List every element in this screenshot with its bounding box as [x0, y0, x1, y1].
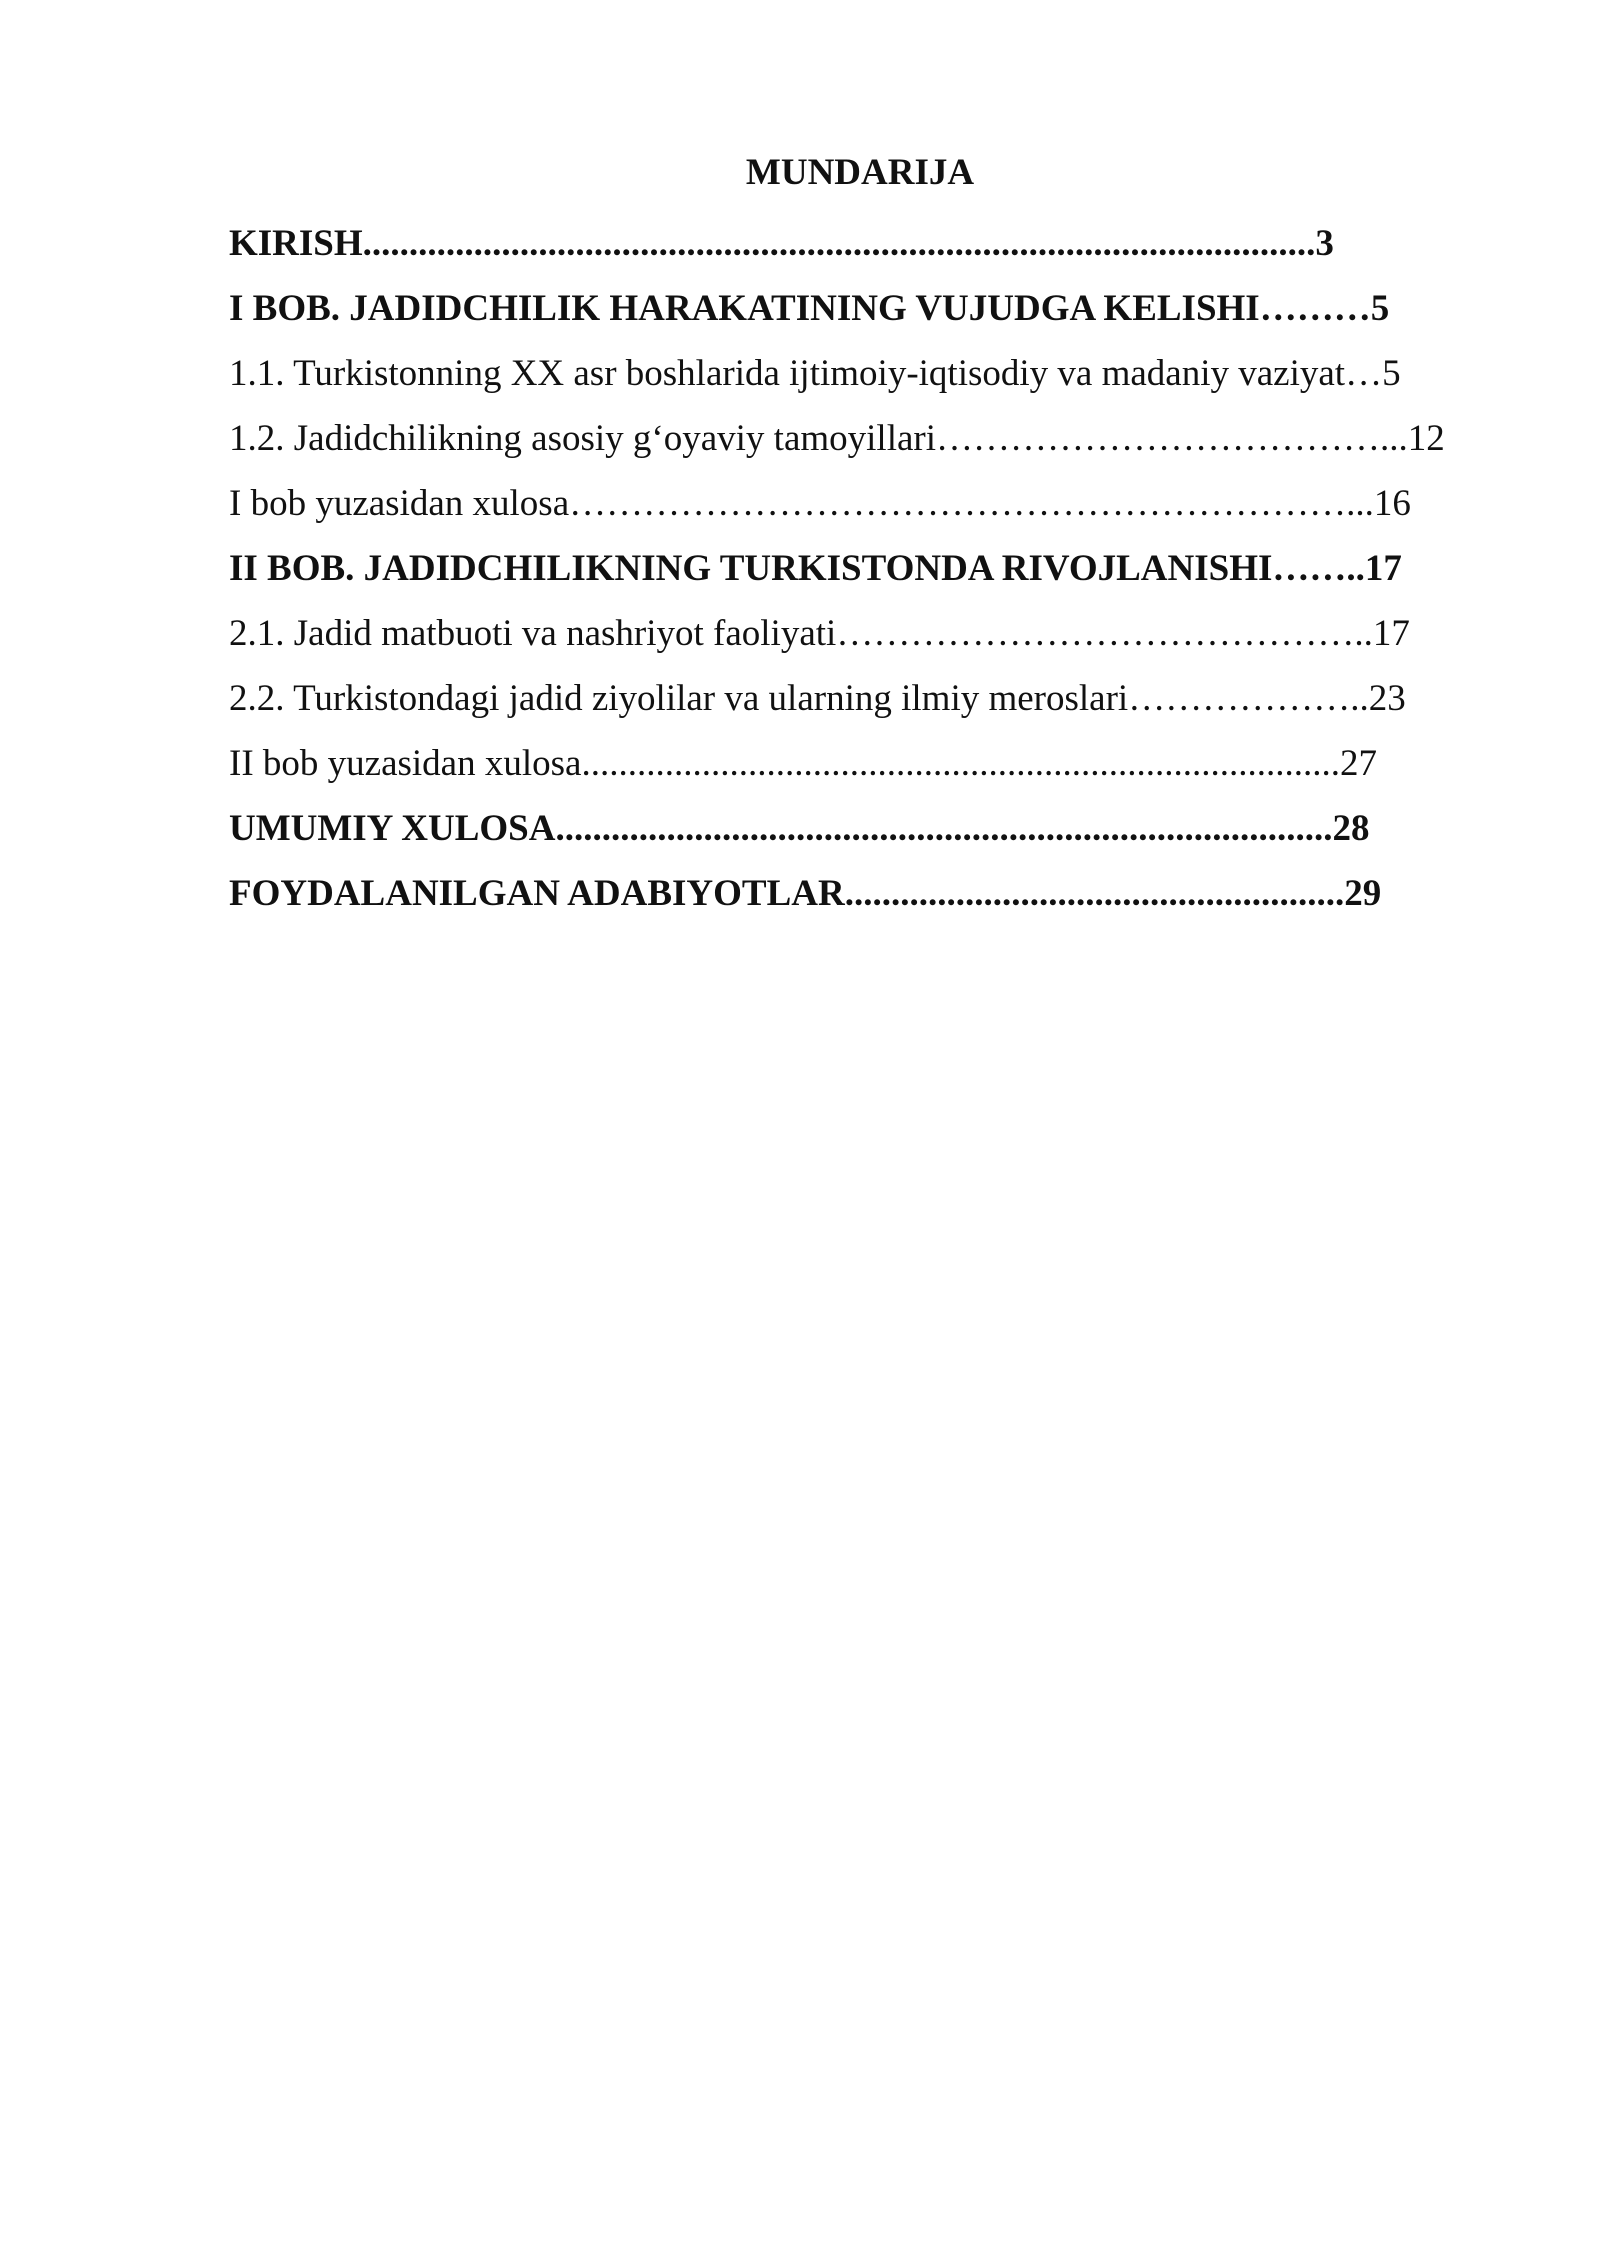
toc-entry-label: 2.1. Jadid matbuoti va nashriyot faoliyati [229, 613, 837, 654]
page-title: MUNDARIJA [745, 152, 975, 193]
toc-entry-kirish[interactable] [229, 220, 1334, 268]
toc-entry-section-1-1[interactable] [229, 350, 1401, 398]
toc-entry-leader: ………………………………... [936, 418, 1408, 459]
toc-entry-page: 17 [1364, 548, 1402, 589]
toc-entry-page: 23 [1368, 678, 1406, 719]
toc-entry-chapter-2-conclusion[interactable] [229, 740, 1377, 788]
toc-entry-label: II bob yuzasidan xulosa [229, 743, 582, 784]
toc-entry-chapter-1[interactable] [229, 285, 1389, 333]
toc-entry-label: UMUMIY XULOSA [229, 808, 556, 849]
toc-entry-leader: .................................................................................. [581, 743, 1340, 784]
toc-entry-leader: ……………….. [1128, 678, 1369, 719]
toc-entry-label: 1.2. Jadidchilikning asosiy g‘oyaviy tamoyillari [229, 418, 937, 459]
toc-entry-page: 27 [1339, 743, 1377, 784]
toc-entry-section-1-2[interactable] [229, 415, 1445, 463]
toc-entry-page: 12 [1407, 418, 1445, 459]
table-of-contents [0, 0, 1600, 1000]
toc-entry-section-2-2[interactable] [229, 675, 1406, 723]
toc-entry-chapter-1-conclusion[interactable] [229, 480, 1411, 528]
toc-entry-leader: …….. [1272, 548, 1365, 589]
toc-entry-page: 17 [1372, 613, 1410, 654]
toc-entry-section-2-1[interactable] [229, 610, 1410, 658]
toc-entry-leader: ...................................................... [844, 873, 1345, 914]
toc-entry-page: 5 [1370, 288, 1390, 329]
toc-entry-page: 16 [1373, 483, 1411, 524]
toc-entry-general-conclusion[interactable] [229, 805, 1369, 853]
toc-entry-label: 1.1. Turkistonning XX asr boshlarida ijtimoiy-iqtisodiy va madaniy vaziyat [229, 353, 1346, 394]
toc-entry-leader: .................................................................................... [555, 808, 1333, 849]
toc-entry-leader: … [1345, 353, 1383, 394]
toc-entry-leader: …………………………………….. [836, 613, 1373, 654]
toc-entry-label: FOYDALANILGAN ADABIYOTLAR [229, 873, 845, 914]
toc-entry-page: 29 [1344, 873, 1382, 914]
toc-entry-chapter-2[interactable] [229, 545, 1402, 593]
toc-entry-leader: ……… [1259, 288, 1371, 329]
toc-entry-page: 28 [1332, 808, 1370, 849]
toc-entry-label: KIRISH [229, 223, 363, 264]
toc-entry-leader: ………………………………………………………... [569, 483, 1374, 524]
toc-entry-label: I bob yuzasidan xulosa [229, 483, 570, 524]
toc-entry-references[interactable] [229, 870, 1381, 918]
toc-entry-page: 5 [1382, 353, 1401, 394]
toc-entry-label: I BOB. JADIDCHILIK HARAKATINING VUJUDGA KELISHI [229, 288, 1260, 329]
toc-entry-label: II BOB. JADIDCHILIKNING TURKISTONDA RIVOJLANISHI [229, 548, 1273, 589]
toc-entry-label: 2.2. Turkistondagi jadid ziyolilar va ularning ilmiy meroslari [229, 678, 1129, 719]
toc-entry-leader: ....................................................................................................... [362, 223, 1316, 264]
toc-entry-page: 3 [1315, 223, 1334, 264]
